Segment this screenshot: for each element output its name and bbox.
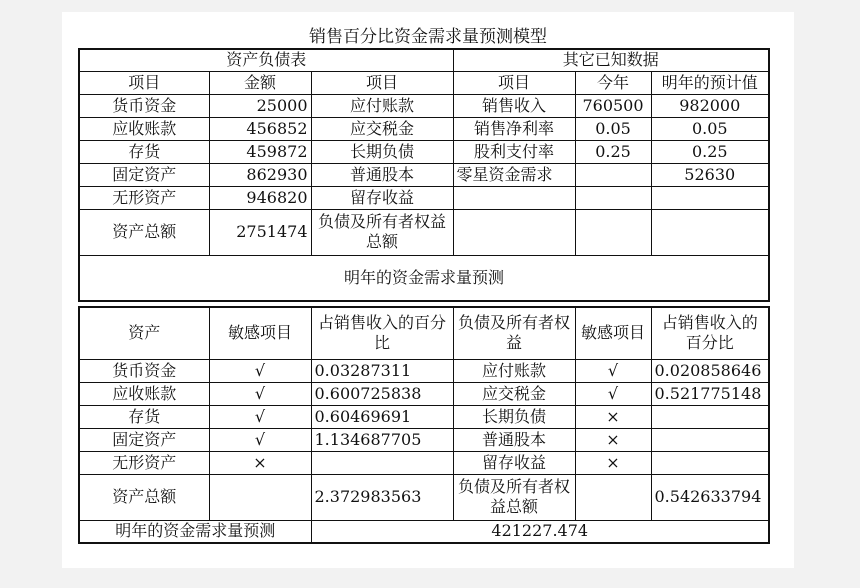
empty-cell[interactable]: [209, 474, 311, 520]
empty-cell[interactable]: [575, 186, 651, 209]
forecast-liability-cell[interactable]: 长期负债: [453, 405, 575, 428]
asset-cell[interactable]: 存货: [79, 140, 209, 163]
liability-cell[interactable]: 留存收益: [311, 186, 453, 209]
sensitive-mark[interactable]: √: [209, 382, 311, 405]
pct2-cell[interactable]: 0.020858646: [651, 359, 769, 382]
forecast-asset-cell[interactable]: 固定资产: [79, 428, 209, 451]
known-this-cell[interactable]: 0.25: [575, 140, 651, 163]
liability-cell[interactable]: 普通股本: [311, 163, 453, 186]
forecast-section-title: 明年的资金需求量预测: [79, 255, 769, 301]
forecast-asset-cell[interactable]: 无形资产: [79, 451, 209, 474]
amount-cell[interactable]: 862930: [209, 163, 311, 186]
known-next-cell[interactable]: 52630: [651, 163, 769, 186]
sensitive-mark[interactable]: √: [575, 359, 651, 382]
col-header-known-item: 项目: [453, 71, 575, 94]
sensitive-mark[interactable]: √: [575, 382, 651, 405]
known-next-cell[interactable]: 0.25: [651, 140, 769, 163]
sheet-title: 销售百分比资金需求量预测模型: [309, 27, 547, 47]
total-assets-amount[interactable]: 2751474: [209, 209, 311, 255]
asset-cell[interactable]: 应收账款: [79, 117, 209, 140]
col-header-item: 项目: [79, 71, 209, 94]
known-this-cell[interactable]: 0.05: [575, 117, 651, 140]
sensitive-mark[interactable]: √: [209, 359, 311, 382]
pct-cell[interactable]: 0.03287311: [311, 359, 453, 382]
asset-cell[interactable]: 无形资产: [79, 186, 209, 209]
known-this-cell[interactable]: 760500: [575, 94, 651, 117]
pct2-cell[interactable]: [651, 405, 769, 428]
col-header-liability: 负债及所有者权益: [453, 307, 575, 359]
col-header-asset: 资产: [79, 307, 209, 359]
balance-sheet-header: 资产负债表: [79, 49, 453, 71]
empty-cell[interactable]: [651, 209, 769, 255]
balance-known-table: [78, 48, 770, 302]
forecast-asset-cell[interactable]: 存货: [79, 405, 209, 428]
col-header-next-year: 明年的预计值: [651, 71, 769, 94]
sensitive-mark[interactable]: ×: [209, 451, 311, 474]
col-header-sensitive2: 敏感项目: [575, 307, 651, 359]
amount-cell[interactable]: 25000: [209, 94, 311, 117]
liability-cell[interactable]: 应付账款: [311, 94, 453, 117]
forecast-total-liab-label[interactable]: 负债及所有者权益总额: [453, 474, 575, 520]
known-item-cell[interactable]: 销售净利率: [453, 117, 575, 140]
empty-cell[interactable]: [575, 209, 651, 255]
amount-cell[interactable]: 946820: [209, 186, 311, 209]
forecast-result-value[interactable]: 421227.474: [311, 520, 769, 543]
liability-cell[interactable]: 长期负债: [311, 140, 453, 163]
col-header-item2: 项目: [311, 71, 453, 94]
liability-cell[interactable]: 应交税金: [311, 117, 453, 140]
known-item-cell[interactable]: 股利支付率: [453, 140, 575, 163]
forecast-liability-cell[interactable]: 应交税金: [453, 382, 575, 405]
spreadsheet-sheet: [62, 12, 794, 568]
forecast-total-label[interactable]: 资产总额: [79, 474, 209, 520]
empty-cell[interactable]: [453, 186, 575, 209]
total-assets-label[interactable]: 资产总额: [79, 209, 209, 255]
forecast-total-pct2[interactable]: 0.542633794: [651, 474, 769, 520]
empty-cell[interactable]: [651, 186, 769, 209]
sensitive-mark[interactable]: ×: [575, 405, 651, 428]
pct2-cell[interactable]: 0.521775148: [651, 382, 769, 405]
empty-cell[interactable]: [575, 474, 651, 520]
known-this-cell[interactable]: [575, 163, 651, 186]
forecast-asset-cell[interactable]: 货币资金: [79, 359, 209, 382]
known-item-cell[interactable]: 销售收入: [453, 94, 575, 117]
amount-cell[interactable]: 459872: [209, 140, 311, 163]
pct-cell[interactable]: [311, 451, 453, 474]
sensitive-mark[interactable]: ×: [575, 451, 651, 474]
col-header-amount: 金额: [209, 71, 311, 94]
col-header-this-year: 今年: [575, 71, 651, 94]
asset-cell[interactable]: 固定资产: [79, 163, 209, 186]
forecast-total-pct[interactable]: 2.372983563: [311, 474, 453, 520]
pct-cell[interactable]: 1.134687705: [311, 428, 453, 451]
col-header-pct: 占销售收入的百分比: [311, 307, 453, 359]
pct-cell[interactable]: 0.60469691: [311, 405, 453, 428]
pct-cell[interactable]: 0.600725838: [311, 382, 453, 405]
forecast-liability-cell[interactable]: 留存收益: [453, 451, 575, 474]
forecast-liability-cell[interactable]: 普通股本: [453, 428, 575, 451]
total-liabilities-label[interactable]: 负债及所有者权益总额: [311, 209, 453, 255]
forecast-liability-cell[interactable]: 应付账款: [453, 359, 575, 382]
sensitive-mark[interactable]: ×: [575, 428, 651, 451]
col-header-pct2: 占销售收入的百分比: [651, 307, 769, 359]
empty-cell[interactable]: [453, 209, 575, 255]
forecast-asset-cell[interactable]: 应收账款: [79, 382, 209, 405]
sensitive-mark[interactable]: √: [209, 428, 311, 451]
known-item-cell[interactable]: 零星资金需求: [453, 163, 575, 186]
forecast-result-label[interactable]: 明年的资金需求量预测: [79, 520, 311, 543]
known-data-header: 其它已知数据: [453, 49, 769, 71]
col-header-sensitive: 敏感项目: [209, 307, 311, 359]
known-next-cell[interactable]: 0.05: [651, 117, 769, 140]
pct2-cell[interactable]: [651, 451, 769, 474]
known-next-cell[interactable]: 982000: [651, 94, 769, 117]
amount-cell[interactable]: 456852: [209, 117, 311, 140]
pct2-cell[interactable]: [651, 428, 769, 451]
forecast-table: [78, 306, 770, 544]
asset-cell[interactable]: 货币资金: [79, 94, 209, 117]
sensitive-mark[interactable]: √: [209, 405, 311, 428]
